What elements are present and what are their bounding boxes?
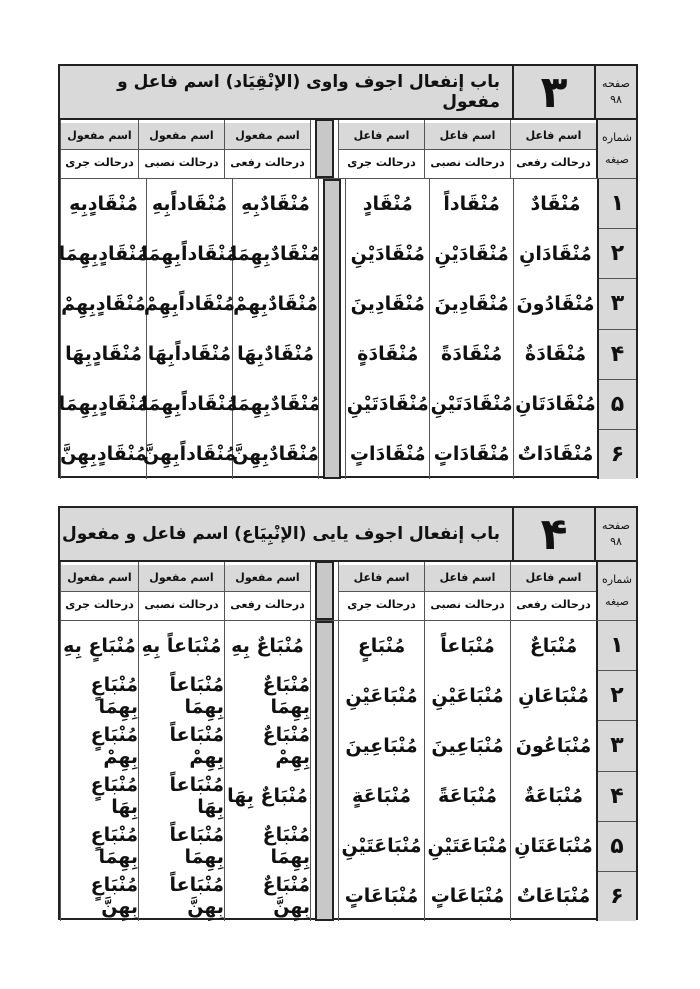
- form-column-5: [138, 621, 224, 921]
- word-form: مُنْقَادٌبِهِ: [241, 193, 310, 215]
- column-header-3: [338, 562, 424, 620]
- row-index: ۳: [598, 721, 636, 771]
- word-form: مُنْقَادٍ: [362, 193, 413, 215]
- word-form: مُنْقَادٍبِهِ: [69, 193, 138, 215]
- word-form: مُنْبَاعٌ بِهِمَا: [262, 674, 310, 718]
- column-case: درحالت رفعی: [230, 597, 305, 611]
- row-index: ۱: [599, 179, 636, 229]
- column-type: اسم مفعول: [61, 565, 138, 592]
- separator-bar: [315, 561, 334, 620]
- word-form: مُنْبَاعَةٌ: [524, 785, 583, 807]
- word-form: مُنْبَاعٌ بِهِنَّ: [262, 874, 310, 918]
- word-form: مُنْقَادٍبِهِمْ: [61, 293, 146, 315]
- separator-bar: [315, 119, 334, 178]
- column-case: درحالت جری: [347, 155, 416, 169]
- word-form: مُنْبَاعٍ بِهَا: [90, 774, 138, 818]
- page-number: ۹۸: [610, 535, 622, 548]
- word-form: مُنْبَاعَتَيْنِ: [427, 835, 508, 857]
- row-index: ۴: [599, 330, 636, 380]
- word-form: مُنْقَاداًبِهِنَّ: [142, 443, 237, 465]
- word-form: مُنْبَاعٌ: [529, 635, 578, 657]
- column-type: اسم فاعل: [425, 565, 510, 592]
- word-form: مُنْقَادٌبِهِمَا: [230, 393, 321, 415]
- column-header-2: [424, 120, 510, 178]
- form-column-2: [424, 621, 510, 921]
- column-header-1: [510, 562, 596, 620]
- page-label: صفحه: [602, 77, 630, 90]
- index-head-1: شماره: [602, 131, 633, 144]
- form-column-2: [429, 179, 513, 479]
- word-form: مُنْقَادَيْنِ: [350, 243, 425, 265]
- column-separator: [310, 562, 338, 620]
- word-form: مُنْقَادٍبِهِمَا: [58, 243, 149, 265]
- word-form: مُنْبَاعاً بِهِمَا: [169, 674, 224, 718]
- word-form: مُنْبَاعَةٍ: [352, 785, 411, 807]
- word-form: مُنْبَاعَانِ: [518, 685, 589, 707]
- column-type: اسم مفعول: [225, 123, 310, 150]
- word-form: مُنْقَادَتَيْنِ: [430, 393, 513, 415]
- column-header-4: [224, 562, 310, 620]
- column-header-5: [138, 120, 224, 178]
- conjugation-table-1: [58, 64, 638, 478]
- column-header-3: [338, 120, 424, 178]
- word-form: مُنْبَاعِينَ: [345, 735, 418, 757]
- page-label: صفحه: [602, 519, 630, 532]
- word-form: مُنْبَاعٍ: [357, 635, 406, 657]
- word-form: مُنْقَاداًبِهِمْ: [143, 293, 236, 315]
- table-header: [60, 508, 636, 562]
- column-case: درحالت رفعی: [230, 155, 305, 169]
- column-type: اسم فاعل: [339, 565, 424, 592]
- row-index: ۵: [598, 822, 636, 872]
- word-form: مُنْقَادٍبِهِمَا: [58, 393, 149, 415]
- word-form: مُنْقَادَاتٍ: [349, 443, 426, 465]
- word-form: مُنْقَادٌبِهِمَا: [230, 243, 321, 265]
- column-type: اسم مفعول: [225, 565, 310, 592]
- word-form: مُنْبَاعٌ بِهِمْ: [262, 724, 310, 768]
- word-form: مُنْبَاعَيْنِ: [345, 685, 418, 707]
- word-form: مُنْبَاعَةً: [438, 785, 497, 807]
- column-separator: [310, 621, 338, 921]
- word-form: مُنْبَاعٍ بِهِمْ: [90, 724, 138, 768]
- word-form: مُنْبَاعٌ بِهِمَا: [262, 824, 310, 868]
- column-case: درحالت جری: [347, 597, 416, 611]
- page-box: [594, 508, 636, 560]
- table-title: باب إنفعال اجوف يايی (الإنْبِيَاع) اسم فاعل و مفعول: [60, 508, 512, 560]
- word-form: مُنْبَاعٍ بِهِنَّ: [90, 874, 138, 918]
- index-head-2: صيغه: [605, 153, 629, 166]
- row-index: ۵: [599, 380, 636, 430]
- form-column-4: [230, 179, 321, 479]
- index-head-1: شماره: [602, 573, 633, 586]
- table-body: [60, 621, 636, 921]
- word-form: مُنْبَاعُونَ: [515, 735, 592, 757]
- word-form: مُنْبَاعاً بِهِنَّ: [169, 874, 224, 918]
- column-separator: [318, 179, 345, 479]
- index-column: [597, 179, 636, 479]
- form-column-1: [513, 179, 597, 479]
- column-headers: [60, 120, 636, 179]
- column-case: درحالت جری: [65, 155, 134, 169]
- column-header-1: [510, 120, 596, 178]
- word-form: مُنْقَادٌبِهَا: [237, 343, 314, 365]
- table-title: باب إنفعال اجوف واوی (الإنْقِيَاد) اسم فاعل و مفعول: [60, 66, 512, 118]
- word-form: مُنْقَادٍبِهَا: [65, 343, 142, 365]
- word-form: مُنْبَاعِينَ: [431, 735, 504, 757]
- word-form: مُنْقَاداًبِهَا: [147, 343, 232, 365]
- column-type: اسم مفعول: [139, 123, 224, 150]
- row-index: ۶: [610, 441, 625, 467]
- word-form: مُنْقَادٌ: [530, 193, 581, 215]
- word-form: مُنْبَاعَاتٍ: [344, 885, 419, 907]
- word-form: مُنْبَاعَيْنِ: [431, 685, 504, 707]
- word-form: مُنْقَادَتَيْنِ: [346, 393, 429, 415]
- word-form: مُنْبَاعاً بِهِمَا: [169, 824, 224, 868]
- word-form: مُنْبَاعَتَيْنِ: [341, 835, 422, 857]
- column-header-6: [60, 562, 138, 620]
- column-case: درحالت رفعی: [516, 597, 591, 611]
- word-form: مُنْبَاعَتَانِ: [514, 835, 593, 857]
- word-form: مُنْبَاعٌ بِهَا: [227, 785, 308, 807]
- word-form: مُنْبَاعٍ بِهِ: [63, 635, 136, 657]
- word-form: مُنْقَادٌبِهِمْ: [233, 293, 318, 315]
- column-case: درحالت رفعی: [516, 155, 591, 169]
- word-form: مُنْبَاعٌ بِهِ: [231, 635, 304, 657]
- column-type: اسم فاعل: [511, 123, 596, 150]
- row-index: ۱: [598, 621, 636, 671]
- column-header-4: [224, 120, 310, 178]
- index-column: [596, 621, 636, 921]
- column-case: درحالت نصبی: [430, 155, 505, 169]
- index-header: [596, 120, 636, 178]
- word-form: مُنْبَاعاً بِهَا: [169, 774, 224, 818]
- word-form: مُنْقَادَانِ: [519, 243, 592, 265]
- separator-bar: [323, 179, 341, 479]
- word-form: مُنْبَاعاً: [440, 635, 495, 657]
- section-number: ۴: [512, 508, 594, 560]
- page-box: [594, 66, 636, 118]
- word-form: مُنْقَادَةٌ: [524, 343, 587, 365]
- word-form: مُنْبَاعَاتٍ: [430, 885, 505, 907]
- word-form: مُنْقَادِينَ: [434, 293, 509, 315]
- word-form: مُنْقَادَيْنِ: [434, 243, 509, 265]
- column-headers: [60, 562, 636, 621]
- page-number: ۹۸: [610, 93, 622, 106]
- word-form: مُنْقَاداً: [443, 193, 500, 215]
- word-form: مُنْقَادَاتٌ: [517, 443, 594, 465]
- column-type: اسم مفعول: [139, 565, 224, 592]
- word-form: مُنْقَادِينَ: [350, 293, 425, 315]
- word-form: مُنْقَادَاتٍ: [433, 443, 510, 465]
- form-column-3: [338, 621, 424, 921]
- row-index: ۲: [598, 671, 636, 721]
- word-form: مُنْبَاعاً بِهِمْ: [169, 724, 224, 768]
- column-header-2: [424, 562, 510, 620]
- column-type: اسم مفعول: [61, 123, 138, 150]
- row-index: ۲: [599, 229, 636, 279]
- column-header-6: [60, 120, 138, 178]
- row-index: ۴: [598, 772, 636, 822]
- column-case: درحالت جری: [65, 597, 134, 611]
- form-column-6: [60, 621, 138, 921]
- column-case: درحالت نصبی: [144, 597, 219, 611]
- conjugation-table-2: [58, 506, 638, 920]
- word-form: مُنْقَاداًبِهِمَا: [141, 243, 238, 265]
- column-header-5: [138, 562, 224, 620]
- word-form: مُنْقَادٌبِهِنَّ: [232, 443, 319, 465]
- word-form: مُنْقَادٍبِهِنَّ: [60, 443, 147, 465]
- column-case: درحالت نصبی: [144, 155, 219, 169]
- word-form: مُنْقَادَةً: [441, 343, 503, 365]
- word-form: مُنْبَاعٍ بِهِمَا: [90, 674, 138, 718]
- word-form: مُنْقَادَةٍ: [357, 343, 419, 365]
- column-case: درحالت نصبی: [430, 597, 505, 611]
- column-separator: [310, 120, 338, 178]
- row-index: ۳: [599, 279, 636, 329]
- word-form: مُنْقَادُونَ: [516, 293, 595, 315]
- word-form: مُنْبَاعَاتٌ: [516, 885, 591, 907]
- column-type: اسم فاعل: [511, 565, 596, 592]
- row-index: ۶: [610, 883, 624, 909]
- form-column-6: [58, 179, 149, 479]
- column-type: اسم فاعل: [425, 123, 510, 150]
- index-head-2: صيغه: [605, 595, 629, 608]
- word-form: مُنْقَاداًبِهِ: [151, 193, 228, 215]
- form-column-3: [345, 179, 429, 479]
- index-header: [596, 562, 636, 620]
- column-type: اسم فاعل: [339, 123, 424, 150]
- word-form: مُنْبَاعاً بِهِ: [141, 635, 222, 657]
- table-body: [60, 179, 636, 479]
- section-number: ۳: [512, 66, 594, 118]
- word-form: مُنْقَادَتَانِ: [515, 393, 596, 415]
- word-form: مُنْبَاعٍ بِهِمَا: [90, 824, 138, 868]
- form-column-4: [224, 621, 310, 921]
- separator-bar: [315, 621, 334, 921]
- form-column-5: [141, 179, 238, 479]
- table-header: [60, 66, 636, 120]
- word-form: مُنْقَاداًبِهِمَا: [141, 393, 238, 415]
- form-column-1: [510, 621, 596, 921]
